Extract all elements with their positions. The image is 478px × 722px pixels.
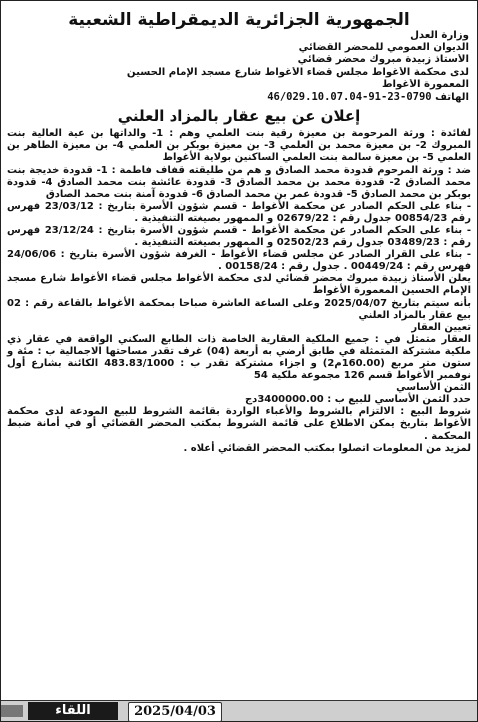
footer-ornament (1, 705, 23, 717)
property-paragraph: العقار متمثل في : جميع الملكية العقارية الخاصة ذات الطابع السكني الواقعة في عقار ذي ملكية مشتركة المتمثلة في طابق أرضي به أربعة (04) غرف تقدر مساحتها الاجمالية ب : مئة و ستون متر مربع (160.00م2) و اجزاء مشتركة تقدر ب : 483.83/1000 الكائنة بشارع أول نوفمبر الأغواط قسم 126 مجموعة ملكية 54 (7, 333, 471, 382)
ministry-line: وزارة العدل (410, 30, 469, 41)
phone-numbers: 0790-23-91-46/029.10.07.04 (267, 91, 432, 104)
publication-date: 2025/04/03 (128, 702, 222, 722)
bailiff-line: الأستاذ زبيدة مبروك محضر قضائي (297, 54, 469, 66)
district-line: المعمورة الأغواط (381, 78, 469, 90)
republic-heading: الجمهورية الجزائرية الديمقراطية الشعبية (68, 10, 410, 30)
auction-date-paragraph: بأنه سيتم بتاريخ 2025/04/07 وعلى الساعة العاشرة صباحا بمحكمة الأغواط بالقاعة رقم : 02 بيع عقار بالمزاد العلني (7, 297, 471, 321)
phone-line (9, 91, 469, 104)
conditions-paragraph: شروط البيع : الالتزام بالشروط والأعباء الواردة بقائمة الشروط للبيع المودعة لدى محكمة الأغواط بتاريخ يمكن الاطلاع على قائمة الشروط بمكتب المحضر القضائي أو في أمانة ضبط المحكمة . (7, 406, 471, 442)
beneficiaries-paragraph: لفائدة : ورثة المرحومة بن معيزة رقية بنت العلمي وهم : 1- والداتها بن عية العالية بنت المبروك 2- بن معيزة محمد بن العلمي 3- بن معيزة بوبكر بن العلمي 4- بن معيزة الطاهر بن العلمي 5- بن معيزة سالمة بنت العلمي الساكنين بولاية الأغواط (7, 128, 471, 164)
decision-paragraph: - بناء على القرار الصادر عن مجلس قضاء الأغواط - الغرفة شؤون الأسرة بتاريخ : 24/06/06 فهرس رقم : 00449/24 . جدول رقم : 00158/24 . (7, 249, 471, 273)
address-line: لدى محكمة الأغواط مجلس قضاء الأغواط شارع مسجد الإمام الحسين (126, 66, 469, 78)
contact-paragraph: لمزيد من المعلومات اتصلوا بمكتب المحضر القضائي أعلاه . (183, 442, 471, 454)
defendants-paragraph: ضد : ورثة المرحوم قدودة محمد الصادق و هم من طليقته قفاف فاطمة : 1- قدودة خديجة بنت محمد الصادق 2- قدودة محمد بن محمد الصادق 3- قدودة عائشة بنت محمد الصادق 4- قدودة بوبكر بن محمد الصادق 5- قدودة عمر بن محمد الصادق 6- قدودة آمنة بنت محمد الصادق (7, 164, 471, 200)
issuer-block (1, 30, 477, 104)
notice-body (1, 128, 477, 455)
office-line: الديوان العمومي للمحضر القضائي (298, 42, 469, 54)
phone-label: الهاتف (435, 92, 469, 104)
judgment-1-paragraph: - بناء على الحكم الصادر عن محكمة الأغواط - قسم شؤون الأسرة بتاريخ : 23/03/12 فهرس رقم 00854/23 جدول رقم : 02679/22 و الممهور بصيغته التنفيذية . (7, 200, 471, 224)
price-paragraph: حدد الثمن الأساسي للبيع ب : 3400000.00دج (244, 394, 471, 406)
newspaper-name: اللقاء (28, 702, 118, 720)
price-heading: الثمن الأساسي (396, 382, 471, 394)
judgment-2-paragraph: - بناء على الحكم الصادر عن محكمة الأغواط - قسم شؤون الأسرة بتاريخ : 23/12/24 فهرس رقم : 03489/23 جدول رقم 02502/23 و الممهور بصيغته التنفيذية . (7, 224, 471, 249)
announcement-paragraph: يعلن الأستاذ زبيدة مبروك محضر قضائي لدى محكمة الأغواط مجلس قضاء الأغواط شارع مسجد الإمام الحسين المعمورة الأغواط (7, 273, 471, 297)
property-heading: تعيين العقار (411, 321, 471, 333)
notice-title: إعلان عن بيع عقار بالمزاد العلني (117, 107, 361, 126)
footer-bar (1, 700, 477, 721)
